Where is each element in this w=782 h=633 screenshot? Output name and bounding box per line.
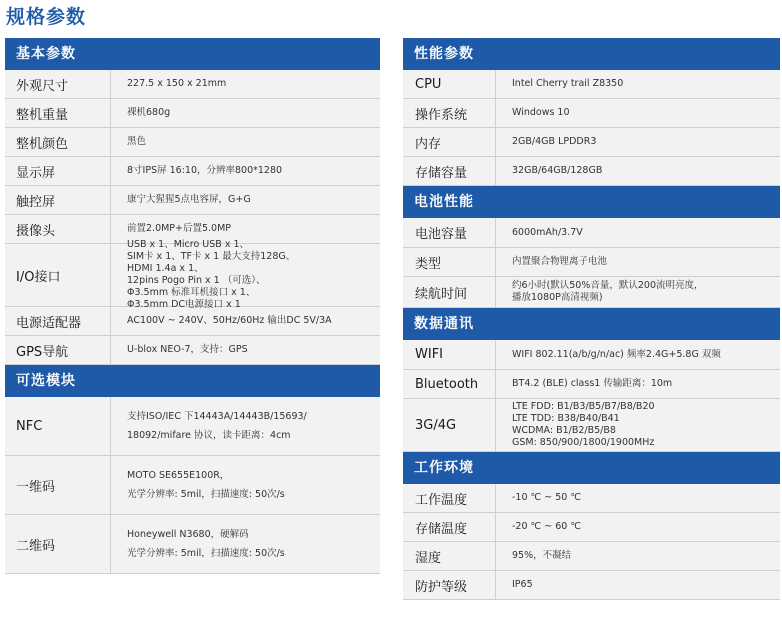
- spec-value: [111, 128, 380, 156]
- spec-label: WIFI: [403, 340, 496, 369]
- spec-value-line: -10 ℃ ~ 50 ℃: [512, 492, 581, 503]
- spec-label: 整机重量: [5, 99, 111, 127]
- right-column: [403, 38, 780, 600]
- spec-value: [111, 70, 380, 98]
- spec-value-line: WIFI 802.11(a/b/g/n/ac) 频率2.4G+5.8G 双频: [512, 348, 721, 360]
- spec-label: NFC: [5, 397, 111, 455]
- spec-value-line: 康宁大猩猩5点电容屏，G+G: [127, 194, 251, 205]
- spec-label: I/O接口: [5, 244, 111, 306]
- spec-value: [111, 99, 380, 127]
- spec-value-line: 光学分辨率: 5mil，扫描速度: 50次/s: [127, 489, 285, 500]
- spec-row: [403, 157, 780, 186]
- spec-value-line: 8寸IPS屏 16:10，分辨率800*1280: [127, 165, 283, 176]
- spec-value-line: LTE FDD: B1/B3/B5/B7/B8/B20: [512, 401, 655, 412]
- spec-value: [496, 370, 780, 398]
- spec-value: [111, 456, 380, 514]
- spec-label: 电池容量: [403, 218, 496, 247]
- spec-row: [5, 397, 380, 456]
- spec-row: [403, 513, 780, 542]
- spec-row: [403, 128, 780, 157]
- spec-value: [111, 307, 380, 335]
- spec-label: 外观尺寸: [5, 70, 111, 98]
- spec-row: [403, 484, 780, 513]
- spec-value: [496, 571, 780, 599]
- spec-label: 显示屏: [5, 157, 111, 185]
- spec-value: [496, 542, 780, 570]
- spec-value-line: AC100V ~ 240V、50Hz/60Hz 输出DC 5V/3A: [127, 315, 332, 326]
- spec-value-line: Windows 10: [512, 107, 570, 118]
- spec-row: [5, 307, 380, 336]
- spec-value-line: Φ3.5mm 标准耳机接口 x 1、: [127, 287, 256, 298]
- spec-row: [403, 218, 780, 248]
- section-header: 性能参数: [403, 38, 780, 70]
- spec-value: [496, 513, 780, 541]
- spec-label: 存储温度: [403, 513, 496, 541]
- spec-value: [111, 186, 380, 214]
- spec-value-line: -20 ℃ ~ 60 ℃: [512, 521, 581, 532]
- spec-value-line: 6000mAh/3.7V: [512, 226, 583, 238]
- spec-row: [403, 277, 780, 308]
- section-header: 可选模块: [5, 365, 380, 397]
- spec-value: [496, 218, 780, 247]
- spec-value: [496, 128, 780, 156]
- spec-row: [5, 128, 380, 157]
- spec-value: [496, 157, 780, 185]
- section-header: 工作环境: [403, 452, 780, 484]
- spec-value: [111, 397, 380, 455]
- spec-value-line: 95%，不凝结: [512, 550, 572, 561]
- spec-value-line: 内置聚合物锂离子电池: [512, 256, 608, 267]
- spec-label: 触控屏: [5, 186, 111, 214]
- section-battery: [403, 186, 780, 308]
- spec-row: [403, 370, 780, 399]
- spec-value: [496, 484, 780, 512]
- spec-value: [496, 399, 780, 451]
- spec-value-line: 光学分辨率: 5mil，扫描速度: 50次/s: [127, 548, 285, 559]
- spec-row: [403, 399, 780, 452]
- section-optional-modules: [5, 365, 380, 574]
- spec-value-line: 黑色: [127, 136, 147, 147]
- spec-row: [5, 515, 380, 574]
- spec-label: 湿度: [403, 542, 496, 570]
- section-header: 数据通讯: [403, 308, 780, 340]
- page-title: 规格参数: [6, 6, 87, 28]
- section-performance: [403, 38, 780, 186]
- spec-value-line: 播放1080P高清视频): [512, 292, 603, 303]
- spec-row: [5, 456, 380, 515]
- left-column: [5, 38, 380, 574]
- spec-row: [5, 239, 380, 310]
- spec-row: [403, 571, 780, 600]
- section-header: 基本参数: [5, 38, 380, 70]
- spec-value-line: Φ3.5mm DC电源接口 x 1: [127, 299, 241, 310]
- spec-value-line: BT4.2 (BLE) class1 传输距离：10m: [512, 378, 673, 389]
- spec-row: [5, 336, 380, 365]
- spec-row: [403, 248, 780, 277]
- spec-value-line: 约6小时(默认50%音量，默认200流明亮度，: [512, 280, 704, 291]
- spec-label: 二维码: [5, 515, 111, 573]
- spec-value: [496, 248, 780, 276]
- spec-label: 类型: [403, 248, 496, 276]
- spec-value: [111, 157, 380, 185]
- spec-label: 摄像头: [5, 215, 111, 243]
- spec-value: [496, 340, 780, 369]
- spec-value: [496, 70, 780, 98]
- spec-value-line: U-blox NEO-7，支持：GPS: [127, 344, 248, 355]
- spec-value-line: 227.5 x 150 x 21mm: [127, 78, 227, 89]
- spec-value-line: 2GB/4GB LPDDR3: [512, 136, 597, 147]
- spec-label: 存储容量: [403, 157, 496, 185]
- spec-value-line: HDMI 1.4a x 1、: [127, 263, 204, 274]
- spec-value: [111, 515, 380, 573]
- spec-value-line: MOTO SE655E100R，: [127, 470, 230, 481]
- spec-value-line: 裸机680g: [127, 107, 171, 118]
- spec-row: [403, 340, 780, 370]
- section-basic-params: [5, 38, 380, 365]
- spec-value: [111, 336, 380, 364]
- spec-label: 3G/4G: [403, 399, 496, 451]
- spec-value-line: USB x 1、Micro USB x 1、: [127, 239, 250, 250]
- spec-row: [5, 70, 380, 99]
- spec-row: [403, 99, 780, 128]
- spec-row: [5, 157, 380, 186]
- spec-value-line: Honeywell N3680，硬解码: [127, 529, 249, 540]
- spec-value-line: SIM卡 x 1、TF卡 x 1 最大支持128G、: [127, 251, 296, 262]
- spec-row: [403, 542, 780, 571]
- spec-label: 内存: [403, 128, 496, 156]
- spec-value-line: WCDMA: B1/B2/B5/B8: [512, 425, 616, 436]
- spec-label: 一维码: [5, 456, 111, 514]
- spec-value-line: 前置2.0MP+后置5.0MP: [127, 223, 232, 234]
- section-header: 电池性能: [403, 186, 780, 218]
- spec-value-line: Intel Cherry trail Z8350: [512, 78, 624, 89]
- spec-value-line: 支持ISO/IEC 下14443A/14443B/15693/: [127, 411, 307, 422]
- spec-label: 整机颜色: [5, 128, 111, 156]
- spec-value-line: 18092/mifare 协议，读卡距离：4cm: [127, 430, 291, 441]
- spec-label: 工作温度: [403, 484, 496, 512]
- spec-value: [496, 99, 780, 127]
- spec-value-line: IP65: [512, 579, 533, 590]
- spec-value: [496, 277, 780, 307]
- spec-row: [5, 99, 380, 128]
- spec-label: 电源适配器: [5, 307, 111, 335]
- section-environment: [403, 452, 780, 600]
- spec-value-line: GSM: 850/900/1800/1900MHz: [512, 437, 655, 448]
- spec-label: Bluetooth: [403, 370, 496, 398]
- spec-label: 续航时间: [403, 277, 496, 307]
- spec-label: CPU: [403, 70, 496, 98]
- spec-value-line: LTE TDD: B38/B40/B41: [512, 413, 620, 424]
- section-data-comm: [403, 308, 780, 452]
- spec-label: 操作系统: [403, 99, 496, 127]
- spec-value-line: 32GB/64GB/128GB: [512, 165, 603, 176]
- spec-row: [403, 70, 780, 99]
- spec-label: GPS导航: [5, 336, 111, 364]
- spec-value: [111, 239, 380, 310]
- spec-label: 防护等级: [403, 571, 496, 599]
- spec-row: [5, 186, 380, 215]
- spec-value-line: 12pins Pogo Pin x 1 （可选）、: [127, 275, 266, 286]
